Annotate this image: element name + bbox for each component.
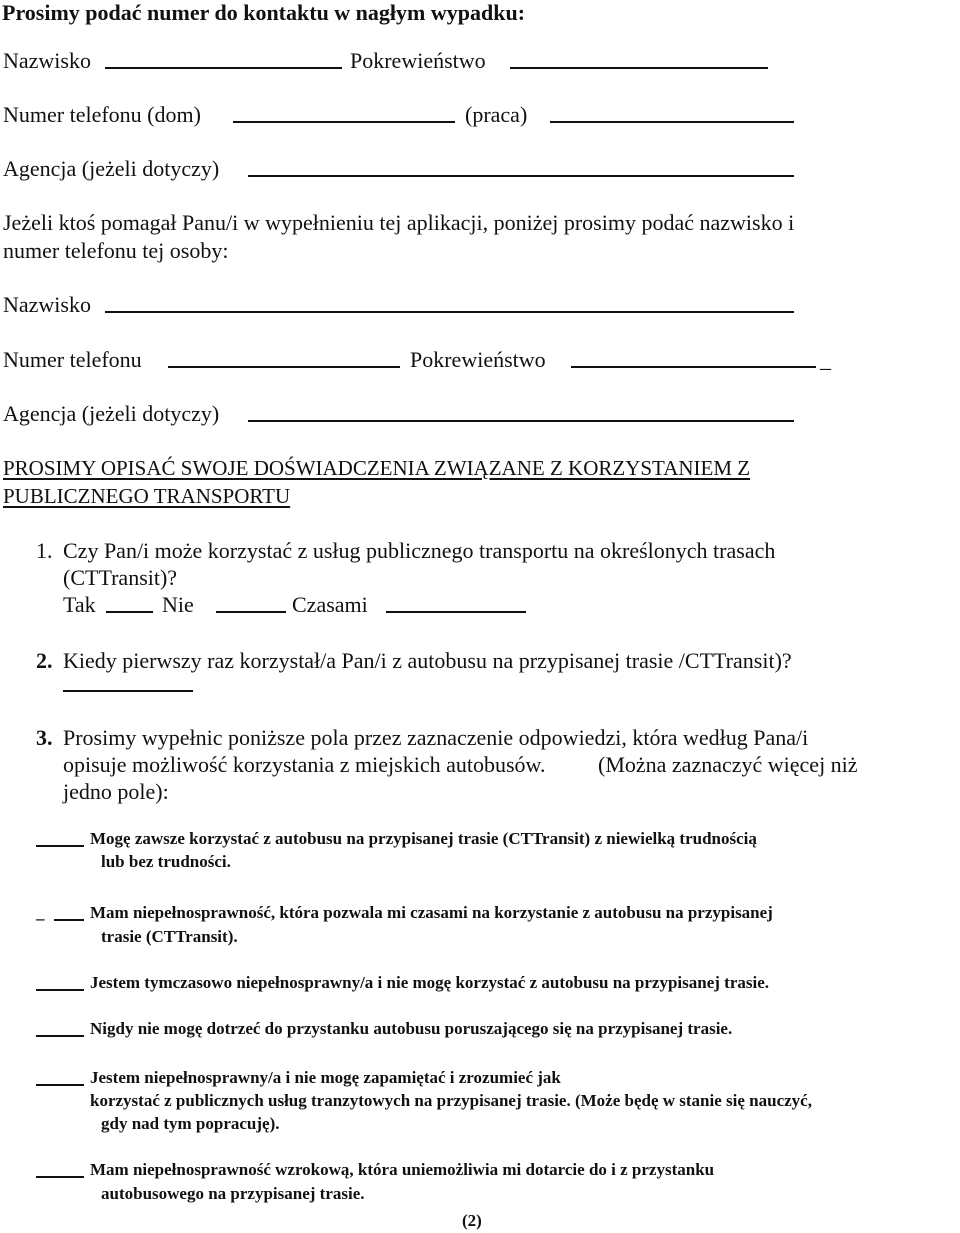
q3-option3-checkbox[interactable] xyxy=(36,989,84,991)
q3-option2-prefix: _ xyxy=(36,903,45,922)
helper-relation-suffix: _ xyxy=(820,347,831,372)
helper-phone-label: Numer telefonu xyxy=(3,347,142,372)
q3-option1-checkbox[interactable] xyxy=(36,845,84,847)
emergency-agency-field[interactable] xyxy=(248,175,794,177)
q3-text-line2b: (Można zaznaczyć więcej niż xyxy=(598,752,858,777)
emergency-phone-home-label: Numer telefonu (dom) xyxy=(3,102,201,127)
q3-option5-line3: gdy nad tym popracuję). xyxy=(101,1114,280,1133)
q1-option-sometimes-field[interactable] xyxy=(386,611,526,613)
q3-option5-line2: korzystać z publicznych usług tranzytowych na przypisanej trasie. (Może będę w stanie się nauczyć, xyxy=(90,1091,812,1110)
section-heading-line2: PUBLICZNEGO TRANSPORTU xyxy=(3,484,291,508)
q1-option-yes-label: Tak xyxy=(63,592,96,617)
q3-option6-line1: Mam niepełnosprawność wzrokową, która uniemożliwia mi dotarcie do i z przystanku xyxy=(90,1160,715,1179)
emergency-phone-work-label: (praca) xyxy=(465,102,528,127)
q3-option5-line1: Jestem niepełnosprawny/a i nie mogę zapamiętać i zrozumieć jak xyxy=(90,1068,561,1087)
q1-option-no-label: Nie xyxy=(162,592,194,617)
helper-surname-field[interactable] xyxy=(105,311,794,313)
helper-relation-field[interactable] xyxy=(571,366,816,368)
q1-text-line1: Czy Pan/i może korzystać z usług publicznego transportu na określonych trasach xyxy=(63,538,776,563)
q3-option2-line1: Mam niepełnosprawność, która pozwala mi czasami na korzystanie z autobusu na przypisanej xyxy=(90,903,773,922)
q3-option4-line1: Nigdy nie mogę dotrzeć do przystanku autobusu poruszającego się na przypisanej trasie. xyxy=(90,1019,733,1038)
q3-option1-line1: Mogę zawsze korzystać z autobusu na przypisanej trasie (CTTransit) z niewielką trudnością xyxy=(90,829,757,848)
emergency-surname-field[interactable] xyxy=(105,67,342,69)
q2-answer-field[interactable] xyxy=(63,690,193,692)
helper-surname-label: Nazwisko xyxy=(3,292,91,317)
emergency-relation-field[interactable] xyxy=(510,67,768,69)
page-number: (2) xyxy=(462,1211,482,1230)
q2-text: Kiedy pierwszy raz korzystał/a Pan/i z autobusu na przypisanej trasie /CTTransit)? xyxy=(63,648,792,673)
q3-option6-line2: autobusowego na przypisanej trasie. xyxy=(101,1184,365,1203)
q3-option6-checkbox[interactable] xyxy=(36,1176,84,1178)
emergency-agency-label: Agencja (jeżeli dotyczy) xyxy=(3,156,220,181)
q3-text-line2a: opisuje możliwość korzystania z miejskich autobusów. xyxy=(63,752,546,777)
section-heading-line1: PROSIMY OPISAĆ SWOJE DOŚWIADCZENIA ZWIĄZANE Z KORZYSTANIEM Z xyxy=(3,456,751,480)
q1-option-yes-field[interactable] xyxy=(106,611,153,613)
q3-option4-checkbox[interactable] xyxy=(36,1035,84,1037)
q1-option-sometimes-label: Czasami xyxy=(292,592,368,617)
q3-option2-line2: trasie (CTTransit). xyxy=(101,927,238,946)
helper-agency-field[interactable] xyxy=(248,420,794,422)
emergency-phone-home-field[interactable] xyxy=(233,121,455,123)
emergency-heading: Prosimy podać numer do kontaktu w nagłym wypadku: xyxy=(2,0,526,25)
q1-text-line2: (CTTransit)? xyxy=(63,565,178,590)
q3-number: 3. xyxy=(36,725,53,750)
helper-phone-field[interactable] xyxy=(168,366,400,368)
emergency-relation-label: Pokrewieństwo xyxy=(350,48,486,73)
helper-agency-label: Agencja (jeżeli dotyczy) xyxy=(3,401,220,426)
q3-option5-checkbox[interactable] xyxy=(36,1084,84,1086)
helper-intro-line1: Jeżeli ktoś pomagał Panu/i w wypełnieniu tej aplikacji, poniżej prosimy podać nazwisko i xyxy=(3,210,795,235)
helper-intro-line2: numer telefonu tej osoby: xyxy=(3,238,229,263)
q3-option2-checkbox[interactable] xyxy=(54,919,84,921)
q2-number: 2. xyxy=(36,648,53,673)
q3-text-line3: jedno pole): xyxy=(63,779,169,804)
q1-number: 1. xyxy=(36,538,53,563)
q3-text-line1: Prosimy wypełnic poniższe pola przez zaznaczenie odpowiedzi, która według Pana/i xyxy=(63,725,809,750)
helper-relation-label: Pokrewieństwo xyxy=(410,347,546,372)
q3-option3-line1: Jestem tymczasowo niepełnosprawny/a i nie mogę korzystać z autobusu na przypisanej trasie. xyxy=(90,973,770,992)
q3-option1-line2: lub bez trudności. xyxy=(101,852,231,871)
q1-option-no-field[interactable] xyxy=(216,611,286,613)
emergency-surname-label: Nazwisko xyxy=(3,48,91,73)
emergency-phone-work-field[interactable] xyxy=(550,121,794,123)
